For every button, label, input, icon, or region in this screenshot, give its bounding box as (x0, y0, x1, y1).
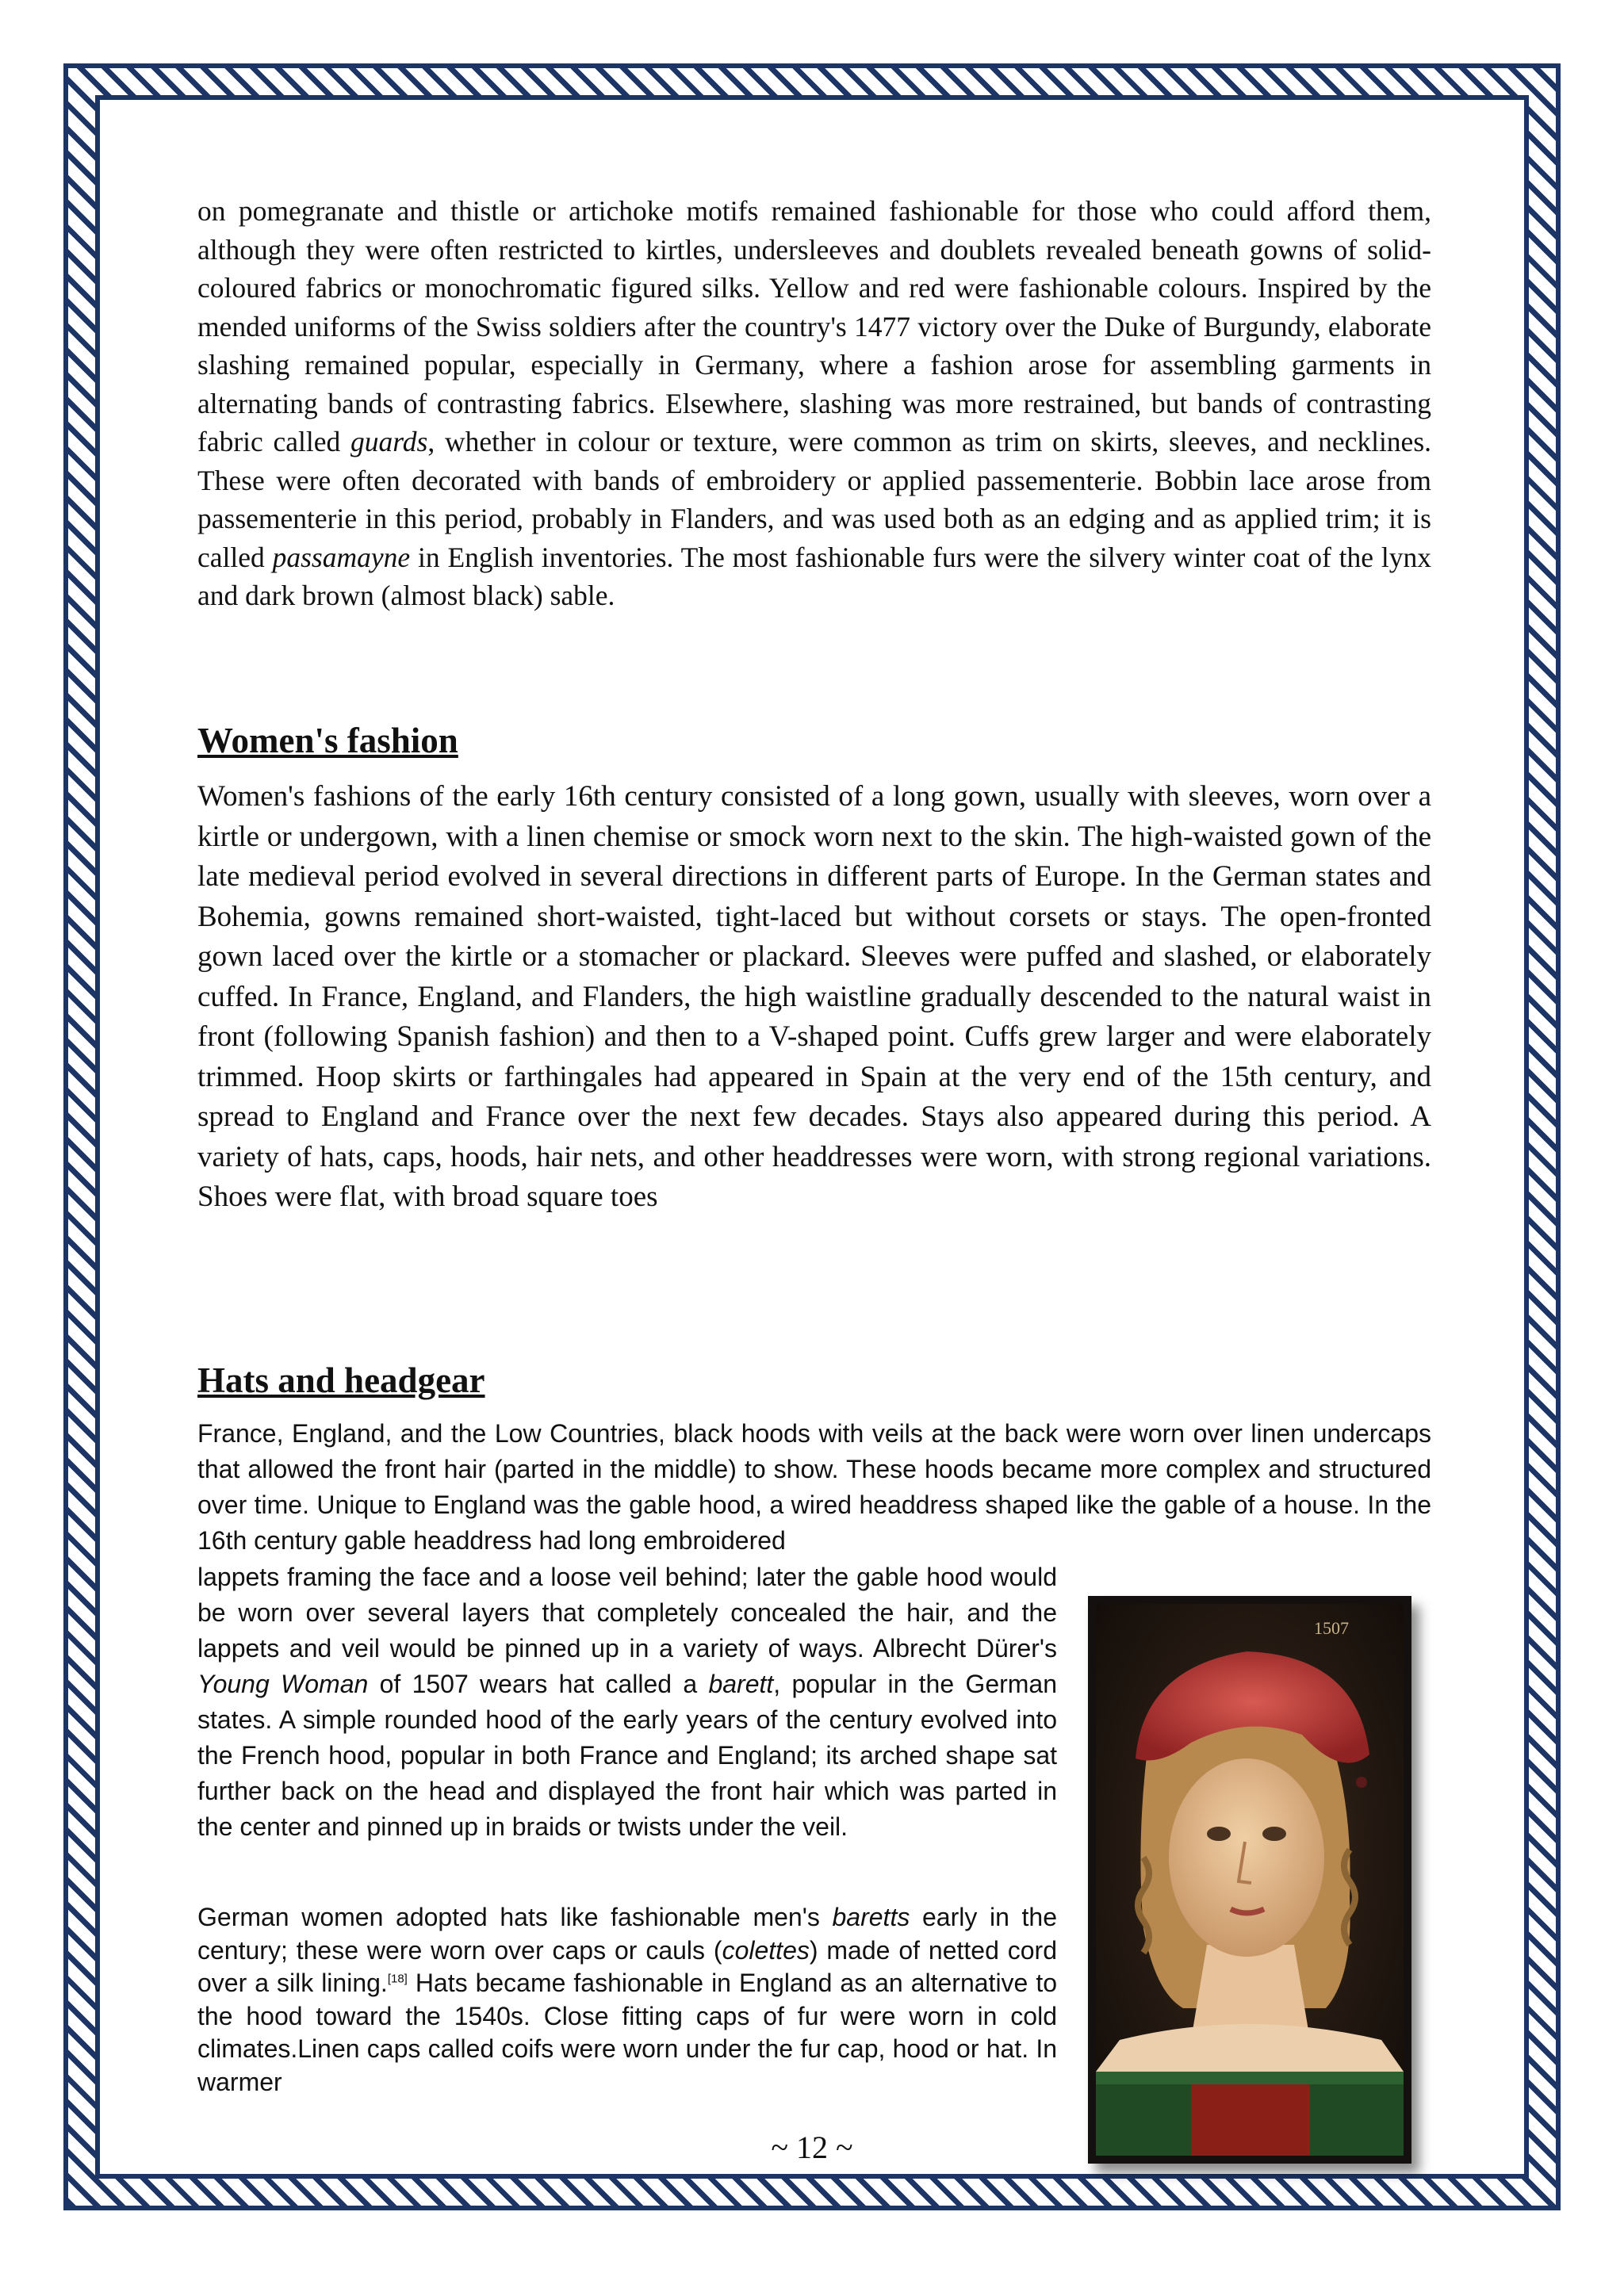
german-text-d: Hats became fashionable in England as an alternative to the hood toward the 1540s. Close fitting caps of fur were worn in cold climates.Linen caps called coifs were worn under the fur cap, hood or hat. In warmer (197, 1969, 1058, 2096)
hats-headgear-heading: Hats and headgear (197, 1360, 485, 1400)
footnote-reference[interactable]: [18] (387, 1972, 408, 1986)
term-colettes: colettes (722, 1935, 810, 1965)
hats-paragraph-full-width: France, England, and the Low Countries, black hoods with veils at the back were worn over linen undercaps that allowed the front hair (parted in the middle) to show. These hoods became more complex and structured over time. Unique to England was the gable hood, a wired headdress shaped like the gable of a house. In the 16th century gable headdress had long embroidered (197, 1419, 1431, 1555)
durer-text-a: Albrecht Dürer's (872, 1634, 1058, 1663)
german-text-b: early in the century; these were worn over caps or cauls ( (197, 1903, 1058, 1965)
page-number: ~ 12 ~ (771, 2130, 853, 2165)
german-text-c: ) made of netted cord over a silk lining. (197, 1935, 1058, 1997)
durer-young-woman-portrait (1088, 1596, 1411, 2164)
womens-fashion-paragraph: Women's fashions of the early 16th century consisted of a long gown, usually with sleeves, worn over a kirtle or undergown, with a linen chemise or smock worn next to the skin. The high-waisted gown of the late medieval period evolved in several directions in different parts of Europe. In the German states and Bohemia, gowns remained short-waisted, tight-laced but without corsets or stays. The open-fronted gown laced over the kirtle or a stomacher or plackard. Sleeves were puffed and slashed, or elaborately cuffed. In France, England, and Flanders, the high waistline gradually descended to the natural waist in front (following Spanish fashion) and then to a V-shaped point. Cuffs grew larger and were elaborately trimmed. Hoop skirts or farthingales had appeared in Spain at the very end of the 15th century, and spread to England and France over the next few decades. Stays also appeared during this period. A variety of hats, caps, hoods, hair nets, and other headdresses were worn, with strong regional variations. Shoes were flat, with broad square toes (197, 780, 1431, 1213)
portrait-date-inscription: 1507 (1314, 1618, 1349, 1638)
womens-fashion-heading: Women's fashion (197, 721, 458, 760)
german-text-a: German women adopted hats like fashionable men's (197, 1903, 833, 1931)
hats-text-a: lappets framing the face and a loose veil behind; later the gable hood would be worn over several layers that completely concealed the hair, and the lappets and veil would be pinned up in a variety of ways. (197, 1563, 1057, 1663)
intro-text-3: in English inventories. The most fashionable furs were the silvery winter coat of the lynx and dark brown (almost black) sable. (197, 541, 1431, 611)
german-hats-paragraph (197, 1901, 1057, 2099)
intro-text-1: on pomegranate and thistle or artichoke motifs remained fashionable for those who could afford them, although they were often restricted to kirtles, undersleeves and doublets revealed beneath gowns of solid-coloured fabrics or monochromatic figured silks. Yellow and red were fashionable colours. Inspired by the mended uniforms of the Swiss soldiers after the country's 1477 victory over the Duke of Burgundy, elaborate slashing remained popular, especially in Germany, where a fashion arose for assembling garments in alternating bands of contrasting fabrics. Elsewhere, slashing was more restrained, but bands of contrasting fabric called (197, 195, 1431, 457)
hats-text-b: A simple rounded hood of the early years of the century evolved into the French hood, popular in both France and England; its arched shape sat further back on the head and displayed the front hair which was parted in the center and pinned up in braids or twists under the veil. (197, 1705, 1057, 1841)
portrait-image (1088, 1596, 1411, 2164)
intro-paragraph (197, 192, 1431, 615)
hats-paragraph-wrapped (197, 1559, 1057, 1845)
term-barett: barett (708, 1670, 774, 1698)
term-baretts: baretts (832, 1903, 910, 1931)
term-guards: guards (350, 426, 428, 457)
durer-text-b: of 1507 wears hat called a (368, 1670, 709, 1698)
durer-text-c: , popular in the German states. (197, 1670, 1058, 1734)
term-passamayne: passamayne (272, 541, 411, 573)
intro-text-2: , whether in colour or texture, were common as trim on skirts, sleeves, and necklines. These were often decorated with bands of embroidery or applied passementerie. Bobbin lace arose from passementerie in this period, probably in Flanders, and was used both as an edging and as applied trim; it is called (197, 426, 1432, 573)
painting-title: Young Woman (197, 1670, 369, 1698)
